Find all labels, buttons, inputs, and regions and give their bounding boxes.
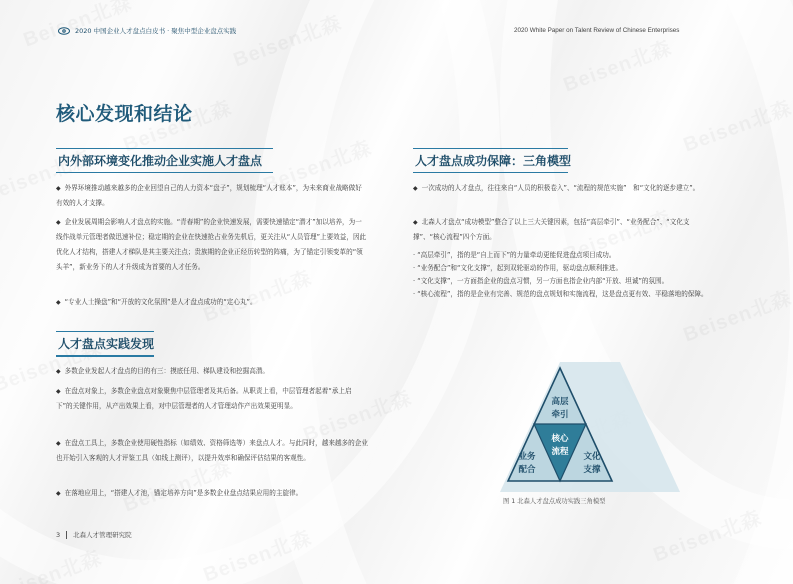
bullet-item: ◆ 一次成功的人才盘点，往往来自“人员的积极卷入”、“流程的规范实施” 和“文化的逐步建立”。 xyxy=(413,184,700,192)
header-title-right: 2020 White Paper on Talent Review of Chinese Enterprises xyxy=(514,27,680,34)
label-left-line2: 配合 xyxy=(518,465,536,475)
dot-item: · “文化支撑”，一方面指企业的盘点习惯，另一方面也指企业内部“开放、坦诚”的氛围。 xyxy=(413,277,669,285)
dot-item: · “业务配合”和“文化支撑”，起到双轮驱动的作用，驱动盘点顺利推进。 xyxy=(413,264,623,272)
bullet-item: ◆ 北森人才盘点“成功模型”整合了以上三大关键因素，包括“高层牵引”、“业务配合”、“文化支撑”、“核心流程”四个方面。 xyxy=(413,218,690,241)
diamond-bullet-icon: ◆ xyxy=(56,299,61,306)
bullet-item: ◆ “专业人士操盘”和“开放的文化氛围”是人才盘点成功的“定心丸”。 xyxy=(56,298,257,306)
triangle-model-figure xyxy=(500,362,680,492)
diamond-bullet-icon: ◆ xyxy=(56,440,61,447)
page-number: 3 xyxy=(56,531,61,539)
label-right-line2: 支撑 xyxy=(583,465,601,475)
dot-item: · “核心流程”，指的是企业有完善、规范的盘点规划和实施流程，这是盘点更有效、平稳落地的保障。 xyxy=(413,290,708,298)
label-center-line1: 核心 xyxy=(551,434,569,444)
header-title-left: 2020 中国企业人才盘点白皮书 · 聚焦中型企业盘点实践 xyxy=(75,27,237,35)
diamond-bullet-icon: ◆ xyxy=(56,388,61,395)
page-footer xyxy=(56,530,132,539)
bullet-item: ◆ 在落地应用上，“搭建人才池，锚定培养方向”是多数企业盘点结果应用的主旋律。 xyxy=(56,489,303,497)
section-heading-triangle-model: 人才盘点成功保障：三角模型 xyxy=(413,148,568,173)
bullet-item: ◆ 在盘点工具上，多数企业使用硬性指标（如绩效、资格筛选等）来盘点人才。与此同时，越来越多的企业也开始引入客观的人才评鉴工具（如线上测评），以提升效率和确保评估结果的客观性。 xyxy=(56,439,368,462)
diamond-bullet-icon: ◆ xyxy=(413,185,418,192)
label-top-line1: 高层 xyxy=(551,397,569,407)
diamond-bullet-icon: ◆ xyxy=(56,219,61,226)
label-left-line1: 业务 xyxy=(518,452,536,462)
section-heading-practice: 人才盘点实践发现 xyxy=(56,331,154,357)
footer-divider xyxy=(66,531,67,539)
diamond-bullet-icon: ◆ xyxy=(56,185,61,192)
bullet-item: ◆ 多数企业发起人才盘点的目的有三：摸底任用、梯队建设和挖掘高潜。 xyxy=(56,367,270,375)
label-right-line1: 文化 xyxy=(583,452,601,462)
footer-org: 北森人才管理研究院 xyxy=(73,531,132,539)
diamond-bullet-icon: ◆ xyxy=(56,490,61,497)
bullet-item: ◆ 企业发展周期会影响人才盘点的实施。“青春期”的企业快速发展，需要快速锚定“潜才”加以培养，为一线作战单元管理者做迅速补位；稳定期的企业在快速抢占业务先机后，更关注从“人员管理”上要效益，因此优化人才结构，搭建人才梯队是其主要关注点；贵族期的企业正经历转型的阵痛，为了锚定引领变革的“领头羊”，新业务下的人才升级成为首要的人才任务。 xyxy=(56,218,367,271)
label-center-line2: 流程 xyxy=(551,447,569,457)
eye-logo-icon xyxy=(58,27,70,35)
page-title: 核心发现和结论 xyxy=(56,103,193,125)
bullet-item: ◆ 在盘点对象上，多数企业盘点对象聚焦中层管理者及其后备。从职责上看，中层管理者起着“承上启下”的关键作用，从产出效果上看，对中层管理者的人才管理动作产出效果更明显。 xyxy=(56,387,352,410)
dot-list xyxy=(413,249,713,301)
dot-item: · “高层牵引”，指的是“自上而下”的力量牵动更能促进盘点项目成功。 xyxy=(413,251,616,259)
diamond-bullet-icon: ◆ xyxy=(413,219,418,226)
label-top-line2: 牵引 xyxy=(551,410,569,420)
section-heading-environment: 内外部环境变化推动企业实施人才盘点 xyxy=(56,148,273,173)
bullet-item: ◆ 外界环境推动越来越多的企业回望自己的人力资本“盘子”，规划梳理“人才账本”，为未来商业战略做好有效的人才支撑。 xyxy=(56,184,362,207)
diamond-bullet-icon: ◆ xyxy=(56,368,61,375)
running-header-left xyxy=(58,26,236,35)
figure-caption: 图 1 北森人才盘点成功实践三角模型 xyxy=(503,498,606,505)
